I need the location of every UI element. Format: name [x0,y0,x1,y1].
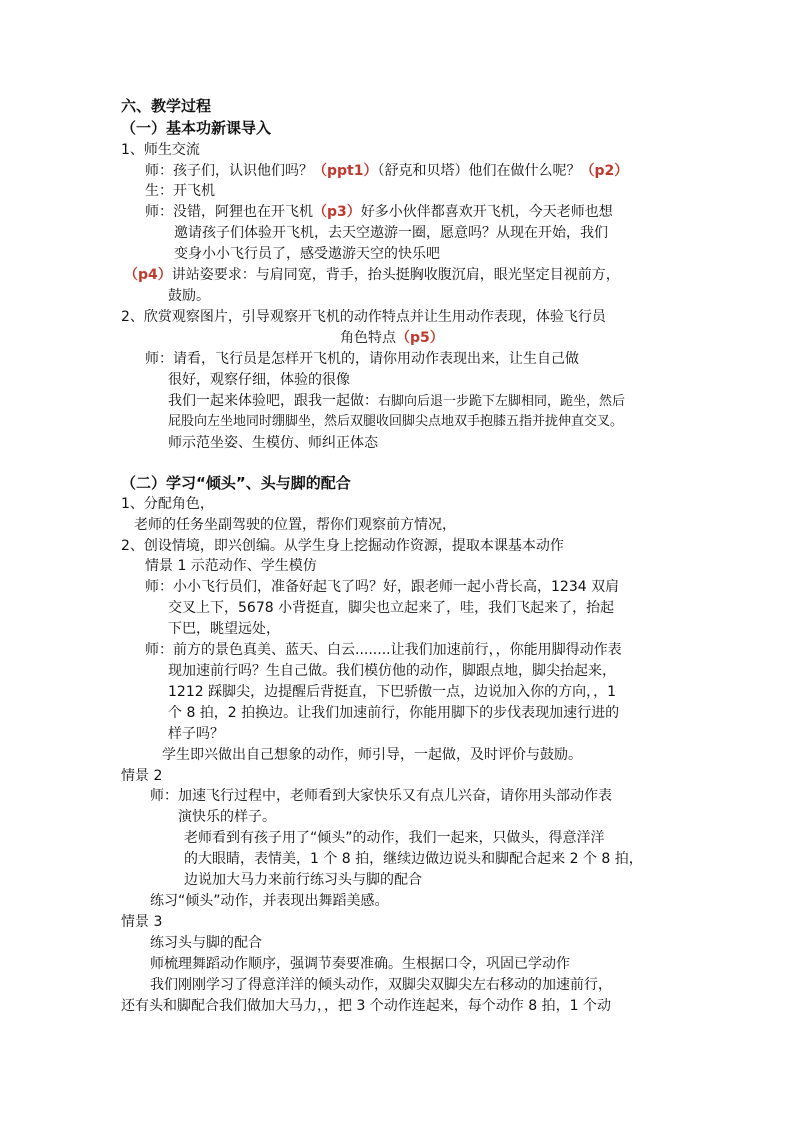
paragraph-line: 的大眼睛，表情美，1 个 8 拍，继续边做边说头和脚配合起来 2 个 8 拍， [184,851,643,867]
list-item-2: 2、创设情境，即兴创编。从学生身上挖掘动作资源，提取本课基本动作 [121,538,564,554]
paragraph-line: 屁股向左坐地同时绷脚坐，然后双腿收回脚尖点地双手抱膝五指并拢伸直交叉。 [168,414,624,429]
paragraph-line: 师：请看，飞行员是怎样开飞机的，请你用动作表现出来，让生自己做 [145,351,579,367]
slide-tag: （p4） [124,267,172,283]
paragraph-line: 老师看到有孩子用了“倾头”的动作，我们一起来，只做头，得意洋洋 [184,830,605,846]
paragraph-line: 演快乐的样子。 [178,809,276,825]
paragraph-line: 师：前方的景色真美、蓝天、白云........让我们加速前行，，你能用脚得动作表 [145,642,622,658]
paragraph-line: 学生即兴做出自己想象的动作，师引导，一起做，及时评价与鼓励。 [162,747,582,763]
text-span: （舒克和贝塔）他们在做什么呢？ [377,163,581,179]
paragraph-line: 下巴，眺望远处， [168,621,280,637]
paragraph-line: 鼓励。 [168,288,210,304]
slide-tag: （p5） [396,330,444,346]
paragraph-line [340,328,444,348]
paragraph-line: 还有头和脚配合我们做加大马力，，把 3 个动作连起来，每个动作 8 拍，1 个动 [121,998,611,1014]
slide-tag-text: p3 [327,204,347,220]
slide-tag: （ppt1） [313,163,378,179]
paragraph-line: 交叉上下，5678 小背挺直，脚尖也立起来了，哇，我们飞起来了，抬起 [168,600,615,616]
paragraph-line: 我们刚刚学习了得意洋洋的倾头动作，双脚尖双脚尖左右移动的加速前行， [150,977,612,993]
paragraph-line: 练习“倾头”动作，并表现出舞蹈美感。 [150,893,389,909]
paragraph-line: 1212 踩脚尖，边提醒后背挺直，下巴骄傲一点，边说加入你的方向，，1 [168,684,616,700]
slide-tag: （p3） [313,204,361,220]
paragraph-line: 师：加速飞行过程中，老师看到大家快乐又有点儿兴奋，请你用头部动作表 [150,788,612,804]
paragraph-line: 师梳理舞蹈动作顺序，强调节奏要准确。生根据口令，巩固已学动作 [150,956,570,972]
paragraph-line: 老师的任务坐副驾驶的位置，帮你们观察前方情况， [134,517,456,533]
slide-tag: （p2） [580,163,629,179]
paragraph-line: 个 8 拍，2 拍换边。让我们加速前行，你能用脚下的步伐表现加速行进的 [168,705,620,721]
slide-tag-text: p2 [594,163,615,179]
text-span: 师：没错，阿狸也在开飞机 [145,204,313,220]
paragraph-line [145,161,628,181]
part2-heading: （二）学习“倾头”、头与脚的配合 [121,474,351,492]
paragraph-line [168,391,625,412]
slide-tag-text: p5 [410,330,430,346]
paragraph-line: 师示范坐姿、生模仿、师纠正体态 [168,435,378,451]
text-span: 师：孩子们，认识他们吗？ [145,163,313,179]
paragraph-line [145,202,613,222]
paragraph-line: 生：开飞机 [145,183,215,199]
paragraph-line: 边说加大马力来前行练习头与脚的配合 [184,872,422,888]
paragraph-line: 变身小小飞行员了，感受遨游天空的快乐吧 [174,246,440,262]
paragraph-line: 现加速前行吗？生自己做。我们模仿他的动作，脚跟点地，脚尖抬起来， [168,663,616,679]
text-span: 右脚向后退一步跪下左脚相同，跪坐，然后 [378,394,626,409]
scene-heading: 情景 1 示范动作、学生模仿 [145,558,317,574]
slide-tag-text: ppt1 [327,163,364,179]
text-span: 我们一起来体验吧，跟我一起做： [168,393,378,409]
text-span: 角色特点 [340,330,396,346]
paragraph-line: 样子吗？ [168,726,224,742]
text-span: 讲站姿要求：与肩同宽，背手，抬头挺胸收腹沉肩，眼光坚定目视前方， [171,267,620,283]
list-item-1: 1、分配角色， [121,496,214,512]
paragraph-line: 邀请孩子们体验开飞机，去天空遨游一圈，愿意吗？从现在开始，我们 [174,225,608,241]
paragraph-line: 练习头与脚的配合 [150,935,262,951]
paragraph-line: 师：小小飞行员们，准备好起飞了吗？好，跟老师一起小背长高，1234 双肩 [145,579,620,595]
paragraph-line: 很好，观察仔细，体验的很像 [168,372,350,388]
scene-heading: 情景 2 [121,768,163,784]
list-item-1: 1、师生交流 [121,142,200,158]
slide-tag-text: p4 [138,267,158,283]
scene-heading: 情景 3 [121,914,163,930]
text-span: 好多小伙伴都喜欢开飞机，今天老师也想 [360,204,613,220]
list-item-2: 2、欣赏观察图片，引导观察开飞机的动作特点并让生用动作表现，体验飞行员 [121,309,606,325]
paragraph-line [124,265,620,285]
section-heading: 六、教学过程 [121,97,212,115]
part1-heading: （一）基本功新课导入 [121,119,272,137]
